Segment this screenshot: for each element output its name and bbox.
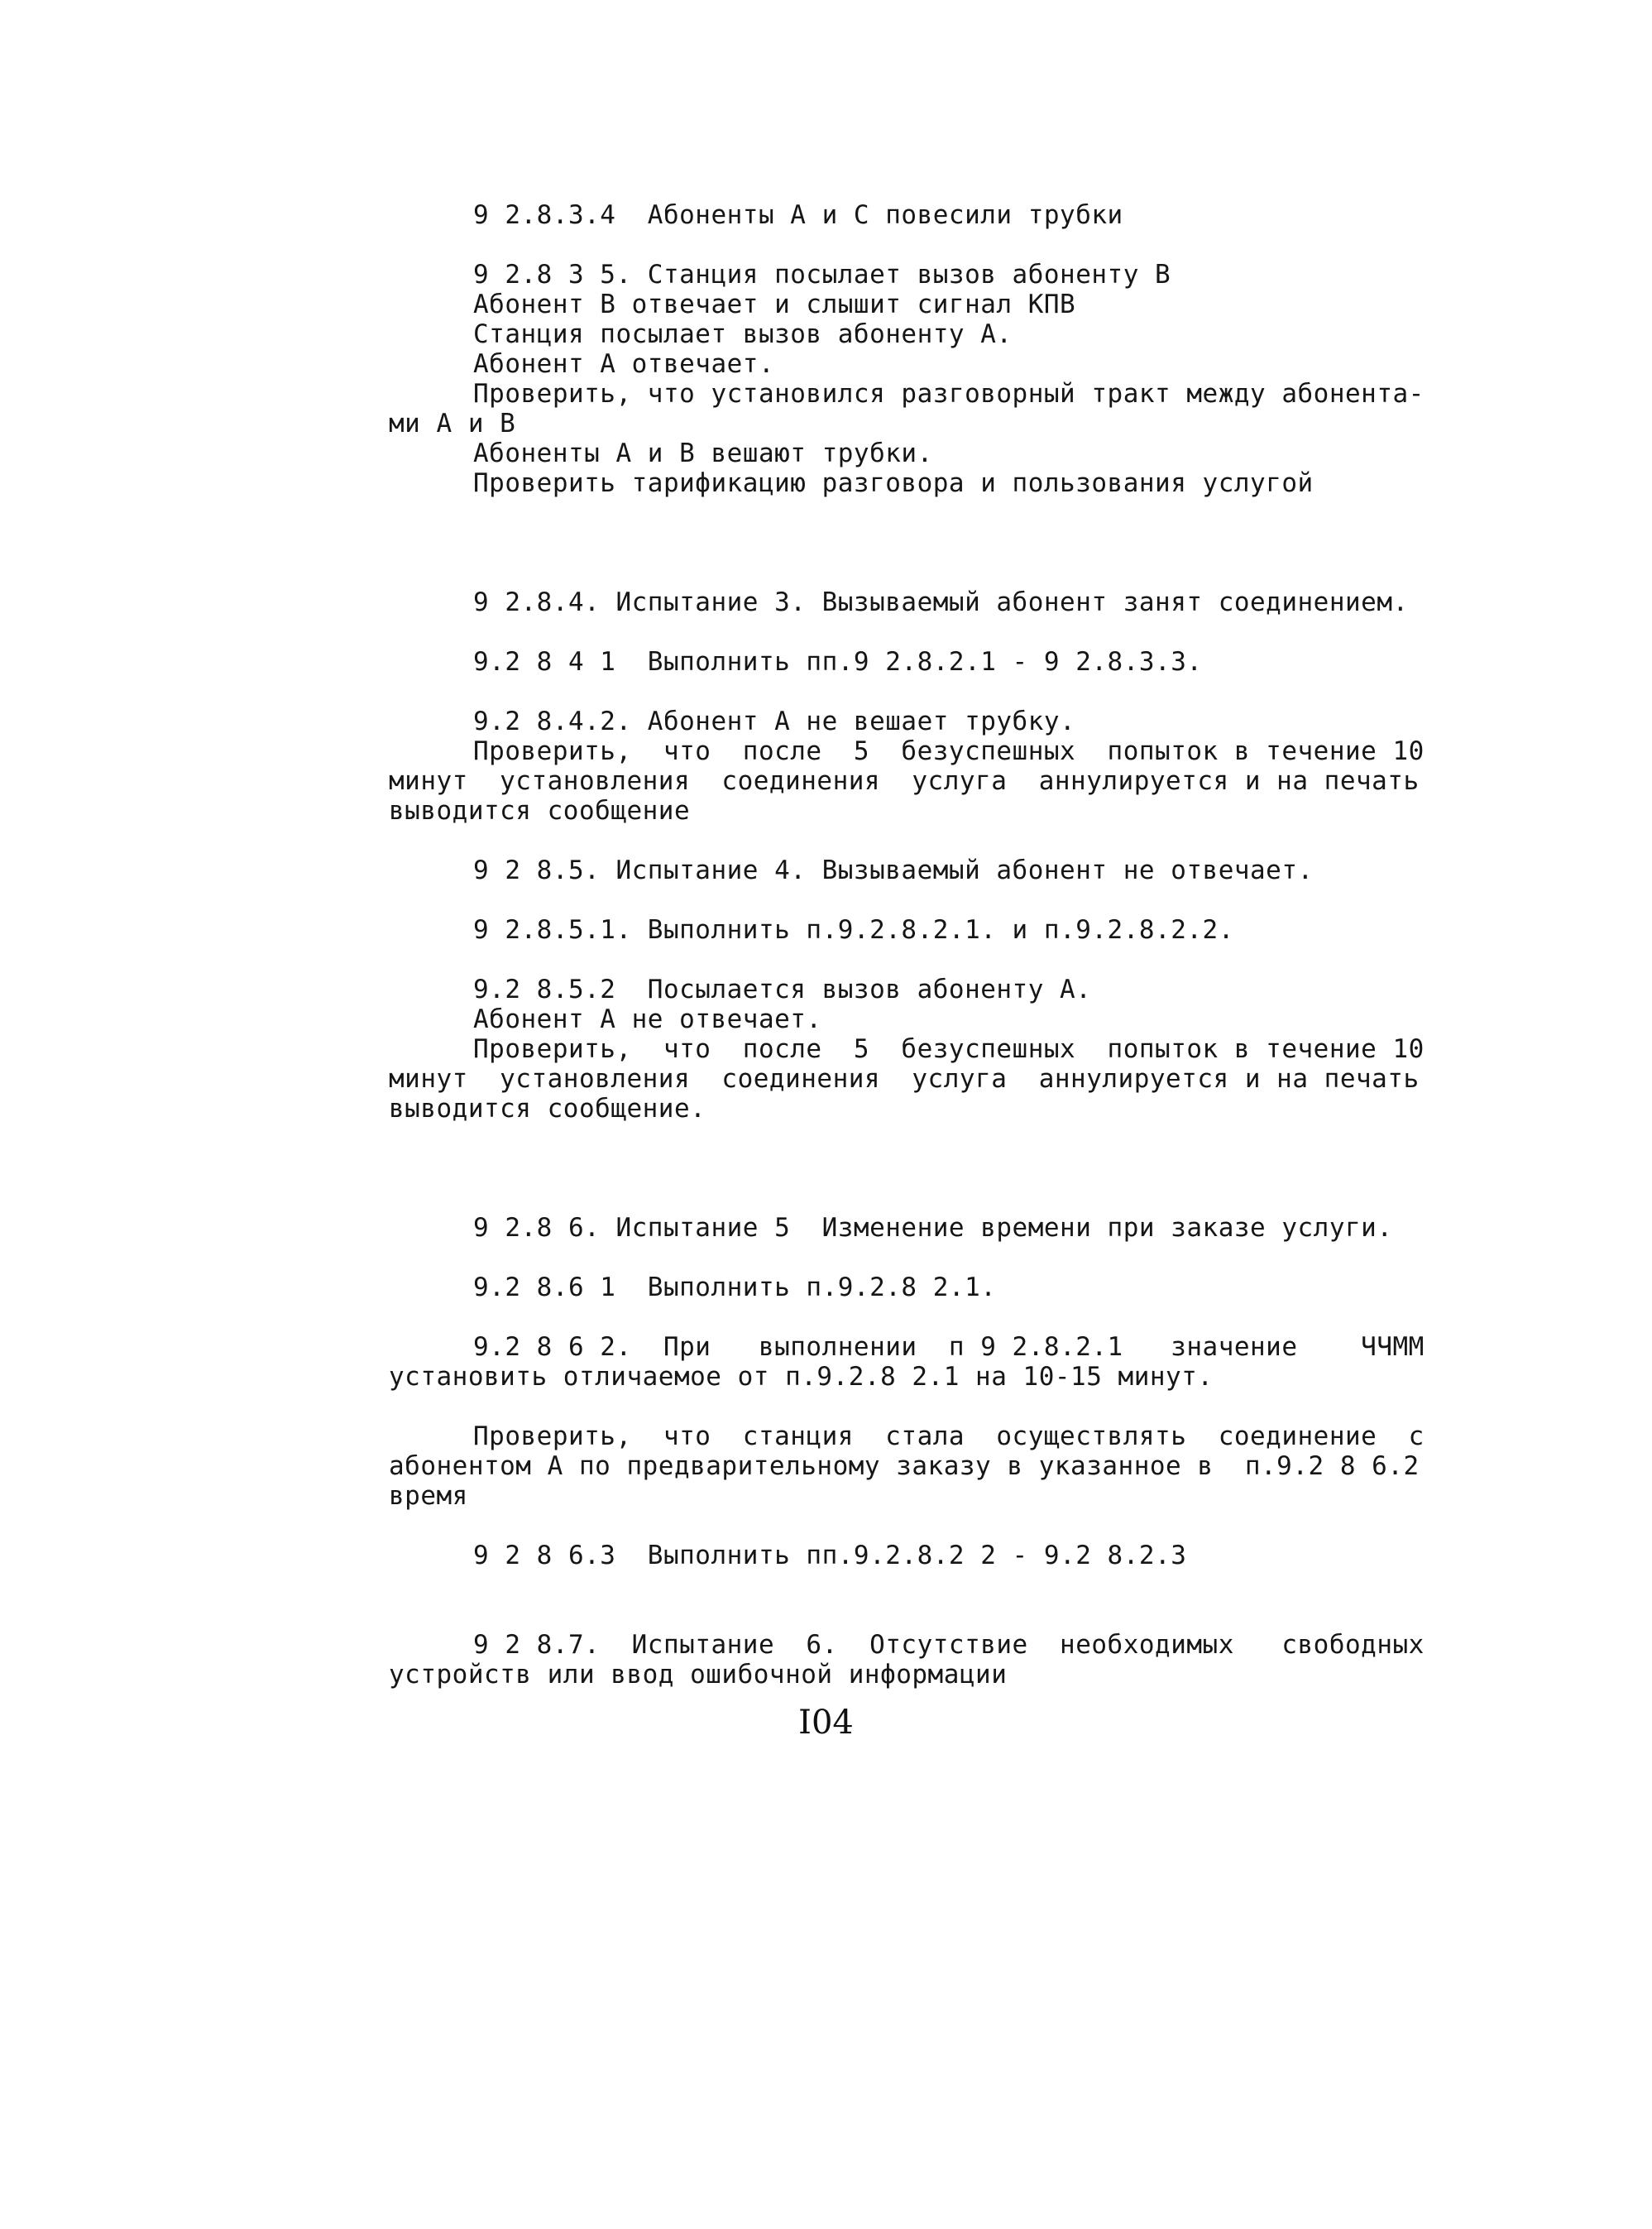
text-line: Станция посылает вызов абоненту А. [473, 319, 1013, 349]
text-line: 9 2.8 3 5. Станция посылает вызов абоненту В [473, 260, 1171, 290]
document-text [389, 200, 1543, 1690]
text-line: Проверить, что после 5 безуспешных попыток в течение 10 [473, 736, 1425, 766]
text-line: Абонент В отвечает и слышит сигнал КПВ [473, 290, 1076, 319]
text-line: Проверить, что установился разговорный тракт между абонента- [473, 379, 1425, 409]
text-line: Абоненты А и В вешают трубки. [473, 439, 933, 468]
text-line: Проверить, что после 5 безуспешных попыток в течение 10 [473, 1034, 1425, 1064]
text-line: 9 2.8 6. Испытание 5 Изменение времени при заказе услуги. [473, 1213, 1393, 1243]
text-line: 9 2 8.7. Испытание 6. Отсутствие необходимых свободных [473, 1630, 1425, 1660]
text-line: Проверить, что станция стала осуществлять соединение с [473, 1421, 1425, 1451]
text-line: Абонент А не отвечает. [473, 1004, 822, 1034]
text-line: 9.2 8 4 1 Выполнить пп.9 2.8.2.1 - 9 2.8.3.3. [473, 647, 1203, 677]
blank-line [389, 1600, 1543, 1630]
blank-line [389, 1302, 1543, 1332]
blank-line [389, 230, 1543, 260]
blank-line [389, 1511, 1543, 1541]
blank-line [389, 617, 1543, 647]
page-number: I04 [798, 1704, 854, 1742]
text-line: 9.2 8 6 2. При выполнении п 9 2.8.2.1 значение ЧЧММ [473, 1332, 1425, 1362]
blank-line [389, 498, 1543, 528]
text-line: 9 2 8 6.3 Выполнить пп.9.2.8.2 2 - 9.2 8.2.3 [473, 1541, 1187, 1570]
text-line: абонентом А по предварительному заказу в указанное в п.9.2 8 6.2 [389, 1451, 1420, 1481]
blank-line [389, 528, 1543, 558]
blank-line [389, 677, 1543, 707]
blank-line [389, 558, 1543, 587]
text-line: выводится сообщение. [389, 1094, 706, 1124]
text-line: установить отличаемое от п.9.2.8 2.1 на 10-15 минут. [389, 1362, 1214, 1392]
text-line: выводится сообщение [389, 796, 691, 826]
blank-line [389, 945, 1543, 975]
text-line: 9.2 8.4.2. Абонент А не вешает трубку. [473, 707, 1076, 736]
blank-line [389, 826, 1543, 856]
text-line: 9 2 8.5. Испытание 4. Вызываемый абонент не отвечает. [473, 856, 1314, 885]
text-line: минут установления соединения услуга аннулируется и на печать [389, 1064, 1420, 1094]
text-line: Проверить тарификацию разговора и пользования услугой [473, 468, 1314, 498]
blank-line [389, 1570, 1543, 1600]
text-line: 9 2.8.5.1. Выполнить п.9.2.8.2.1. и п.9.2.8.2.2. [473, 915, 1234, 945]
text-line: 9 2.8.4. Испытание 3. Вызываемый абонент занят соединением. [473, 587, 1409, 617]
text-line: ми А и В [389, 409, 516, 439]
blank-line [389, 1243, 1543, 1273]
text-line: устройств или ввод ошибочной информации [389, 1660, 1008, 1690]
text-line: время [389, 1481, 468, 1511]
blank-line [389, 1153, 1543, 1183]
text-line: 9 2.8.3.4 Абоненты А и С повесили трубки [473, 200, 1123, 230]
text-line: Абонент А отвечает. [473, 349, 775, 379]
blank-line [389, 1124, 1543, 1153]
text-line: 9.2 8.6 1 Выполнить п.9.2.8 2.1. [473, 1273, 997, 1302]
blank-line [389, 1392, 1543, 1421]
blank-line [389, 1183, 1543, 1213]
text-line: 9.2 8.5.2 Посылается вызов абоненту А. [473, 975, 1092, 1004]
text-line: минут установления соединения услуга аннулируется и на печать [389, 766, 1420, 796]
blank-line [389, 885, 1543, 915]
